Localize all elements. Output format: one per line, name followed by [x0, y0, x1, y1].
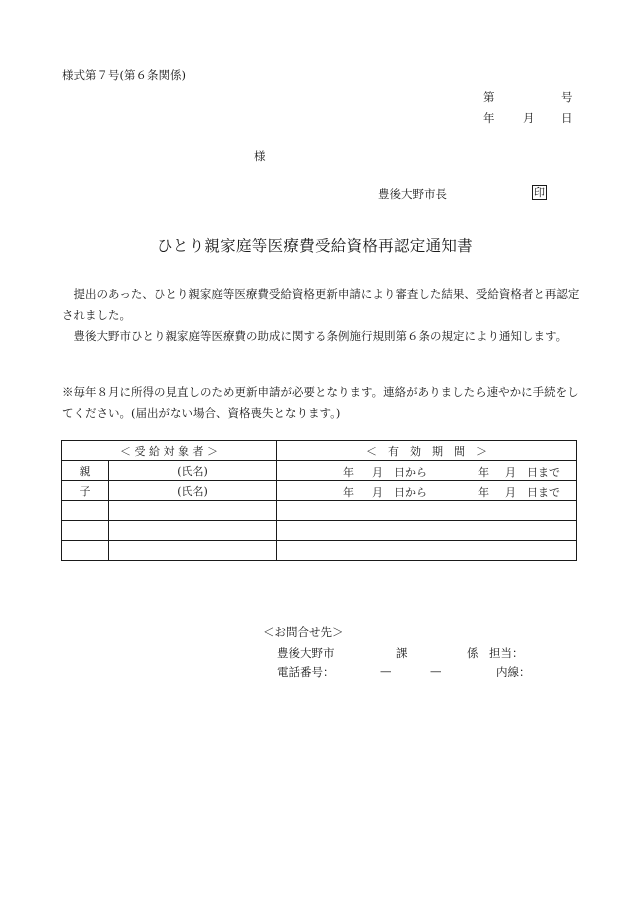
body-text — [62, 284, 582, 347]
contact-extension: 内線： — [496, 665, 531, 679]
empty-cell — [109, 521, 277, 541]
contact-city: 豊後大野市 — [277, 646, 335, 660]
empty-cell — [277, 501, 577, 521]
header-period: ＜ 有 効 期 間 ＞ — [277, 441, 577, 461]
seal-stamp: 印 — [534, 186, 545, 199]
row-period — [277, 481, 577, 501]
addressee: 様 — [254, 149, 266, 163]
to-day: 日まで — [527, 486, 560, 499]
empty-cell — [109, 501, 277, 521]
sender-title: 豊後大野市長 — [378, 187, 447, 201]
contact-person: 担当： — [489, 646, 524, 660]
row-role: 親 — [62, 461, 109, 481]
body-paragraph-1: 提出のあった、ひとり親家庭等医療費受給資格更新申請により審査した結果、受給資格者と再認定されました。 — [62, 287, 580, 322]
from-day: 日から — [394, 486, 427, 499]
from-month: 月 — [372, 486, 383, 499]
table-header-row — [62, 441, 577, 461]
row-role: 子 — [62, 481, 109, 501]
contact-phone-label: 電話番号： — [277, 665, 335, 679]
date-month: 月 — [523, 111, 535, 125]
to-month: 月 — [505, 466, 516, 479]
number-suffix: 号 — [561, 90, 573, 104]
eligibility-table — [61, 440, 577, 561]
from-month: 月 — [372, 466, 383, 479]
table-row-empty — [62, 521, 577, 541]
row-period — [277, 461, 577, 481]
row-name: (氏名) — [109, 481, 277, 501]
number-prefix: 第 — [483, 90, 495, 104]
empty-cell — [277, 541, 577, 561]
table-row-empty — [62, 541, 577, 561]
empty-cell — [62, 521, 109, 541]
header-recipient: ＜ 受 給 対 象 者 ＞ — [62, 441, 277, 461]
empty-cell — [62, 501, 109, 521]
to-day: 日まで — [527, 466, 560, 479]
row-name: (氏名) — [109, 461, 277, 481]
empty-cell — [109, 541, 277, 561]
to-month: 月 — [505, 486, 516, 499]
form-number: 様式第７号(第６条関係) — [62, 68, 186, 82]
phone-dash-1: — — [380, 664, 392, 678]
to-year: 年 — [478, 486, 489, 499]
table-row — [62, 481, 577, 501]
contact-heading: ＜お問合せ先＞ — [263, 625, 344, 639]
date-day: 日 — [561, 111, 573, 125]
contact-section: 課 — [396, 646, 408, 660]
empty-cell — [277, 521, 577, 541]
renewal-note: ※毎年８月に所得の見直しのため更新申請が必要となります。連絡がありましたら速やかに手続をしてください。(届出がない場合、資格喪失となります。) — [62, 385, 579, 420]
from-year: 年 — [343, 466, 354, 479]
empty-cell — [62, 541, 109, 561]
table-row-empty — [62, 501, 577, 521]
from-year: 年 — [343, 486, 354, 499]
date-year: 年 — [483, 111, 495, 125]
from-day: 日から — [394, 466, 427, 479]
table-row — [62, 461, 577, 481]
to-year: 年 — [478, 466, 489, 479]
document-title: ひとり親家庭等医療費受給資格再認定通知書 — [156, 237, 473, 255]
contact-unit: 係 — [467, 646, 479, 660]
body-paragraph-2: 豊後大野市ひとり親家庭等医療費の助成に関する条例施行規則第６条の規定により通知します。 — [73, 329, 568, 343]
phone-dash-2: — — [430, 664, 442, 678]
